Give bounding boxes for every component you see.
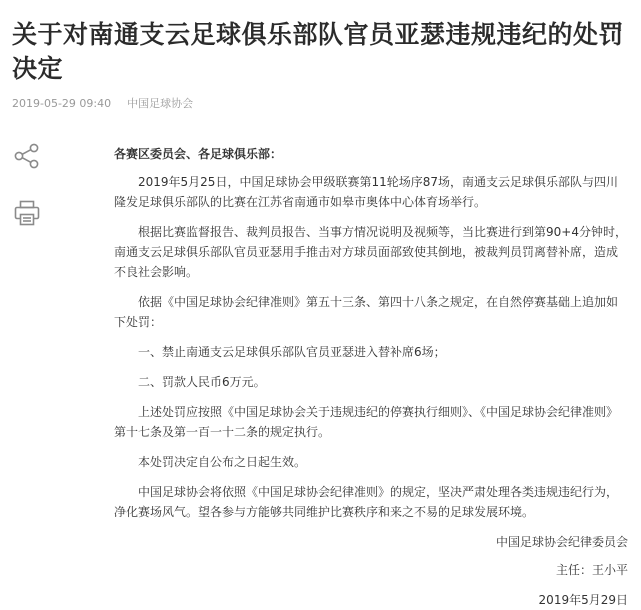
article-title: 关于对南通支云足球俱乐部队官员亚瑟违规违纪的处罚决定 [12, 20, 625, 83]
paragraph-effective: 本处罚决定自公布之日起生效。 [138, 455, 307, 469]
article-body [114, 144, 628, 610]
signature-chair: 主任：王小平 [555, 563, 628, 577]
printer-icon[interactable] [13, 199, 41, 227]
paragraph-basis: 依据《中国足球协会纪律准则》第五十三条、第四十八条之规定，在自然停赛基础上追加如下处罚： [114, 295, 619, 329]
signature-date: 2019年5月29日 [538, 593, 628, 607]
publish-date: 2019-05-29 09:40 [12, 97, 112, 110]
article-meta [12, 95, 193, 111]
paragraph-execution: 上述处罚应按照《中国足球协会关于违规违纪的停赛执行细则》、《中国足球协会纪律准则》第十七条及第一百一十二条的规定执行。 [114, 405, 619, 439]
paragraph-closing: 中国足球协会将依照《中国足球协会纪律准则》的规定，坚决严肃处理各类违规违纪行为，净化赛场风气。望各参与方能够共同维护比赛秩序和来之不易的足球发展环境。 [114, 485, 619, 519]
paragraph-penalty-2: 二、罚款人民币6万元。 [138, 375, 266, 389]
share-icon[interactable] [13, 142, 41, 170]
salutation: 各赛区委员会、各足球俱乐部： [114, 147, 283, 161]
paragraph-penalty-1: 一、禁止南通支云足球俱乐部队官员亚瑟进入替补席6场； [138, 345, 446, 359]
article-source[interactable]: 中国足球协会 [127, 97, 194, 110]
signature-org: 中国足球协会纪律委员会 [495, 535, 628, 549]
paragraph-incident: 根据比赛监督报告、裁判员报告、当事方情况说明及视频等，当比赛进行到第90+4分钟时，南通支云足球俱乐部队官员亚瑟用手推击对方球员面部致使其倒地，被裁判员罚离替补席，造成不良社会影响。 [114, 225, 627, 279]
paragraph-match-info: 2019年5月25日，中国足球协会甲级联赛第11轮场序87场，南通支云足球俱乐部队与四川隆发足球俱乐部队的比赛在江苏省南通市如皋市奥体中心体育场举行。 [114, 175, 618, 209]
